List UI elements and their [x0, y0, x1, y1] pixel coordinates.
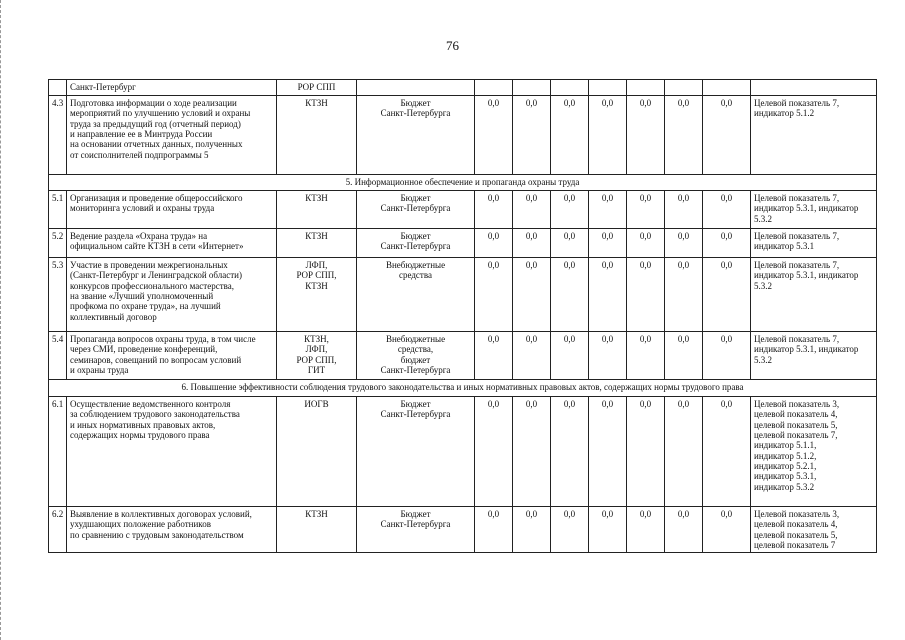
value-cell-text: 0,0 [720, 509, 733, 519]
value-cell [513, 332, 551, 380]
executor-cell-text: РОР СПП [297, 82, 336, 92]
executor-cell-text: КТЗН [305, 231, 328, 241]
value-cell [627, 96, 665, 175]
row-number-text: 6.2 [52, 509, 64, 519]
funding-source-cell [357, 258, 475, 332]
value-cell [665, 229, 703, 258]
value-cell-text: 0,0 [525, 260, 538, 270]
executor-cell [277, 332, 357, 380]
value-cell-text: 0,0 [601, 399, 614, 409]
value-cell [475, 80, 513, 96]
table-row [49, 397, 877, 507]
value-cell [589, 191, 627, 229]
value-cell-text: 0,0 [677, 399, 690, 409]
value-cell [513, 80, 551, 96]
indicator-cell-text: Целевой показатель 3, целевой показатель 4, целевой показатель 5, целевой показатель 7, индикатор 5.1.1, индикатор 5.1.2, индикатор 5.2.1, индикатор 5.3.1, индикатор 5.3.2 [754, 399, 840, 492]
funding-source-cell [357, 507, 475, 553]
funding-source-cell [357, 191, 475, 229]
value-cell-text: 0,0 [487, 399, 500, 409]
executor-cell [277, 96, 357, 175]
value-cell [627, 229, 665, 258]
value-cell-text: 0,0 [601, 509, 614, 519]
funding-source-cell [357, 397, 475, 507]
measure-cell-text: Организация и проведение общероссийского мониторинга условий и охраны труда [70, 193, 243, 214]
row-number [49, 229, 67, 258]
table-row [49, 80, 877, 96]
page-number: 76 [446, 38, 459, 53]
indicator-cell [751, 229, 877, 258]
measure-cell-text: Осуществление ведомственного контроля за соблюдением трудового законодательства и иных нормативных правовых актов, содержащих нормы трудового права [70, 399, 240, 441]
funding-source-cell [357, 96, 475, 175]
value-cell-text: 0,0 [525, 231, 538, 241]
row-number-text: 4.3 [52, 98, 64, 108]
value-cell-text: 0,0 [601, 260, 614, 270]
value-cell [627, 332, 665, 380]
value-cell-text: 0,0 [563, 231, 576, 241]
value-cell [551, 96, 589, 175]
value-cell-text: 0,0 [525, 399, 538, 409]
value-cell-text: 0,0 [720, 193, 733, 203]
row-number-text: 6.1 [52, 399, 64, 409]
value-cell-text: 0,0 [487, 509, 500, 519]
value-cell-text: 0,0 [487, 231, 500, 241]
measure-cell [67, 80, 277, 96]
value-cell-text: 0,0 [563, 193, 576, 203]
indicator-cell-text: Целевой показатель 7, индикатор 5.3.1, индикатор 5.3.2 [754, 193, 859, 224]
value-cell [475, 96, 513, 175]
table-body [49, 80, 877, 553]
measure-cell-text: Пропаганда вопросов охраны труда, в том числе через СМИ, проведение конференций, семинаров, совещаний по вопросам условий и охраны труда [70, 334, 256, 376]
funding-source-cell-text: Бюджет Санкт-Петербурга [380, 399, 451, 420]
row-number-text: 5.2 [52, 231, 64, 241]
row-number [49, 96, 67, 175]
indicator-cell [751, 191, 877, 229]
value-cell-text: 0,0 [677, 231, 690, 241]
value-cell-text: 0,0 [563, 509, 576, 519]
row-number [49, 332, 67, 380]
value-cell [475, 507, 513, 553]
indicator-cell-text: Целевой показатель 3, целевой показатель 4, целевой показатель 5, целевой показатель 7 [754, 509, 840, 551]
value-cell [513, 191, 551, 229]
table-row [49, 191, 877, 229]
value-cell [627, 191, 665, 229]
section-title-text: 5. Информационное обеспечение и пропаганда охраны труда [345, 177, 580, 187]
funding-source-cell-text: Бюджет Санкт-Петербурга [380, 509, 451, 530]
value-cell [627, 80, 665, 96]
value-cell [475, 397, 513, 507]
value-cell [551, 191, 589, 229]
executor-cell [277, 258, 357, 332]
indicator-cell-text: Целевой показатель 7, индикатор 5.1.2 [754, 98, 840, 119]
section-title-text: 6. Повышение эффективности соблюдения трудового законодательства и иных нормативных правовых актов, содержащих нормы трудового права [181, 382, 744, 392]
measure-cell [67, 397, 277, 507]
row-number [49, 258, 67, 332]
value-cell [703, 191, 751, 229]
value-cell-text: 0,0 [525, 98, 538, 108]
value-cell [703, 229, 751, 258]
measure-cell-text: Ведение раздела «Охрана труда» на официальном сайте КТЗН в сети «Интернет» [70, 231, 244, 252]
measure-cell-text: Выявление в коллективных договорах условий, ухудшающих положение работников по сравнению с трудовым законодательством [70, 509, 252, 540]
value-cell-text: 0,0 [677, 193, 690, 203]
value-cell-text: 0,0 [563, 260, 576, 270]
value-cell [475, 191, 513, 229]
measure-cell [67, 96, 277, 175]
value-cell [665, 507, 703, 553]
executor-cell [277, 191, 357, 229]
section-title [49, 380, 877, 397]
value-cell [703, 397, 751, 507]
value-cell-text: 0,0 [487, 193, 500, 203]
row-number-text: 5.4 [52, 334, 64, 344]
funding-source-cell-text: Внебюджетные средства [385, 260, 446, 281]
value-cell-text: 0,0 [720, 231, 733, 241]
value-cell [589, 96, 627, 175]
program-table [48, 79, 877, 553]
value-cell [589, 80, 627, 96]
funding-source-cell [357, 80, 475, 96]
executor-cell-text: КТЗН [305, 98, 328, 108]
value-cell [703, 507, 751, 553]
indicator-cell [751, 96, 877, 175]
executor-cell [277, 229, 357, 258]
value-cell [589, 397, 627, 507]
value-cell [703, 80, 751, 96]
value-cell-text: 0,0 [487, 98, 500, 108]
funding-source-cell [357, 229, 475, 258]
value-cell-text: 0,0 [601, 98, 614, 108]
measure-cell [67, 258, 277, 332]
measure-cell-text: Санкт-Петербург [70, 82, 136, 92]
value-cell [551, 80, 589, 96]
section-title [49, 175, 877, 191]
value-cell [551, 332, 589, 380]
section-row [49, 175, 877, 191]
scan-edge [0, 0, 6, 640]
indicator-cell [751, 258, 877, 332]
row-number [49, 80, 67, 96]
indicator-cell-text: Целевой показатель 7, индикатор 5.3.1, индикатор 5.3.2 [754, 260, 859, 291]
row-number-text: 5.3 [52, 260, 64, 270]
value-cell [513, 507, 551, 553]
value-cell-text: 0,0 [563, 334, 576, 344]
value-cell-text: 0,0 [677, 334, 690, 344]
executor-cell-text: КТЗН [305, 509, 328, 519]
table-row [49, 332, 877, 380]
row-number-text: 5.1 [52, 193, 64, 203]
executor-cell [277, 397, 357, 507]
value-cell [665, 96, 703, 175]
measure-cell-text: Участие в проведении межрегиональных (Санкт-Петербург и Ленинградской области) конкурсов профессионального мастерства, на звание «Лучший уполномоченный профкома по охране труда», на лучший коллективный договор [70, 260, 242, 322]
funding-source-cell-text: Внебюджетные средства, бюджет Санкт-Петербурга [380, 334, 451, 376]
value-cell-text: 0,0 [639, 193, 652, 203]
value-cell-text: 0,0 [601, 231, 614, 241]
value-cell [703, 96, 751, 175]
value-cell-text: 0,0 [563, 399, 576, 409]
value-cell-text: 0,0 [720, 260, 733, 270]
value-cell [627, 507, 665, 553]
value-cell-text: 0,0 [720, 98, 733, 108]
value-cell-text: 0,0 [639, 98, 652, 108]
value-cell [551, 507, 589, 553]
value-cell [589, 332, 627, 380]
indicator-cell [751, 80, 877, 96]
indicator-cell-text: Целевой показатель 7, индикатор 5.3.1, индикатор 5.3.2 [754, 334, 859, 365]
indicator-cell [751, 397, 877, 507]
funding-source-cell-text: Бюджет Санкт-Петербурга [380, 231, 451, 252]
value-cell-text: 0,0 [639, 260, 652, 270]
value-cell [513, 397, 551, 507]
funding-source-cell [357, 332, 475, 380]
value-cell-text: 0,0 [639, 231, 652, 241]
value-cell-text: 0,0 [525, 334, 538, 344]
funding-source-cell-text: Бюджет Санкт-Петербурга [380, 193, 451, 214]
value-cell [475, 258, 513, 332]
value-cell-text: 0,0 [601, 193, 614, 203]
executor-cell-text: ЛФП, РОР СПП, КТЗН [296, 260, 337, 291]
value-cell-text: 0,0 [677, 509, 690, 519]
measure-cell [67, 507, 277, 553]
value-cell-text: 0,0 [487, 334, 500, 344]
value-cell [513, 258, 551, 332]
value-cell-text: 0,0 [720, 334, 733, 344]
value-cell-text: 0,0 [563, 98, 576, 108]
value-cell [627, 258, 665, 332]
value-cell [665, 332, 703, 380]
executor-cell [277, 80, 357, 96]
value-cell-text: 0,0 [487, 260, 500, 270]
table-row [49, 258, 877, 332]
indicator-cell-text: Целевой показатель 7, индикатор 5.3.1 [754, 231, 840, 252]
value-cell [551, 397, 589, 507]
executor-cell-text: КТЗН [305, 193, 328, 203]
value-cell-text: 0,0 [525, 509, 538, 519]
value-cell [475, 332, 513, 380]
table-row [49, 507, 877, 553]
value-cell-text: 0,0 [720, 399, 733, 409]
value-cell [551, 258, 589, 332]
indicator-cell [751, 507, 877, 553]
value-cell [703, 258, 751, 332]
indicator-cell [751, 332, 877, 380]
value-cell-text: 0,0 [525, 193, 538, 203]
executor-cell [277, 507, 357, 553]
value-cell [589, 507, 627, 553]
value-cell-text: 0,0 [639, 509, 652, 519]
measure-cell [67, 332, 277, 380]
executor-cell-text: КТЗН, ЛФП, РОР СПП, ГИТ [296, 334, 337, 376]
value-cell-text: 0,0 [639, 399, 652, 409]
measure-cell [67, 191, 277, 229]
value-cell [513, 96, 551, 175]
value-cell [589, 258, 627, 332]
section-row [49, 380, 877, 397]
value-cell [665, 397, 703, 507]
table-row [49, 96, 877, 175]
table-row [49, 229, 877, 258]
value-cell [589, 229, 627, 258]
value-cell [665, 80, 703, 96]
value-cell [703, 332, 751, 380]
value-cell-text: 0,0 [601, 334, 614, 344]
value-cell-text: 0,0 [677, 260, 690, 270]
executor-cell-text: ИОГВ [304, 399, 329, 409]
funding-source-cell-text: Бюджет Санкт-Петербурга [380, 98, 451, 119]
value-cell-text: 0,0 [677, 98, 690, 108]
measure-cell [67, 229, 277, 258]
row-number [49, 507, 67, 553]
value-cell [551, 229, 589, 258]
value-cell [513, 229, 551, 258]
row-number [49, 191, 67, 229]
row-number [49, 397, 67, 507]
value-cell [627, 397, 665, 507]
value-cell-text: 0,0 [639, 334, 652, 344]
measure-cell-text: Подготовка информации о ходе реализации мероприятий по улучшению условий и охраны труда за предыдущий год (отчетный период) и направление ее в Минтруда России на основании отчетных данных, полученных от соисполнителей подпрограммы 5 [70, 98, 251, 160]
value-cell [665, 258, 703, 332]
value-cell [475, 229, 513, 258]
value-cell [665, 191, 703, 229]
